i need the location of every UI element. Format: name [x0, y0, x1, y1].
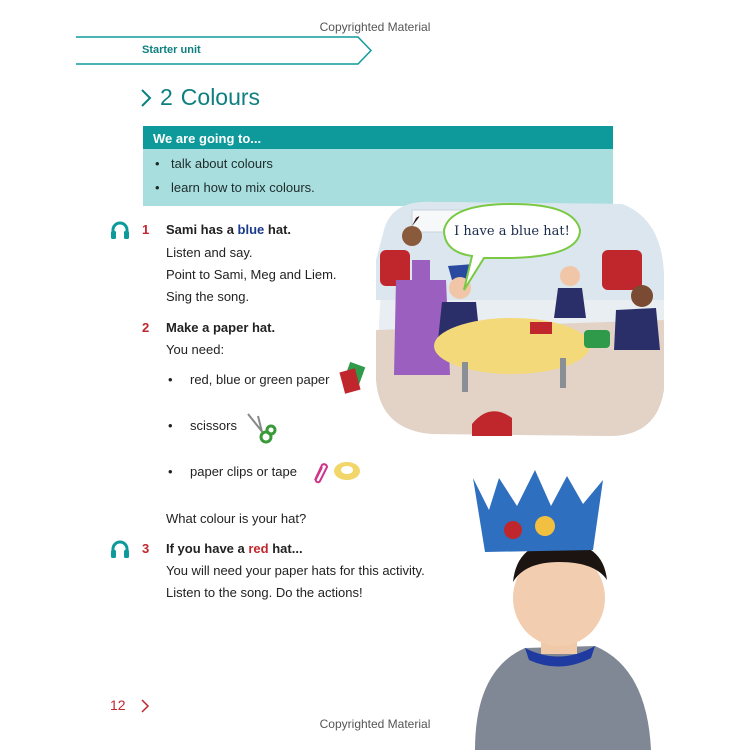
boy-photo [455, 470, 665, 750]
classroom-illustration [372, 190, 668, 440]
goal-item: • talk about colours [153, 152, 603, 176]
activity-3-number: 3 [142, 541, 150, 556]
activity-1-title [166, 222, 291, 237]
activity-3-title-post: hat... [268, 541, 303, 556]
activity-1-title-post: hat. [264, 222, 292, 237]
unit-tab-shape [76, 36, 372, 65]
activity-2-number: 2 [142, 320, 150, 335]
tape-icon [332, 458, 362, 484]
activity-3-title [166, 541, 303, 556]
activity-3-colour-word: red [248, 541, 269, 556]
bullet: • [168, 418, 173, 433]
headphones-icon[interactable] [109, 538, 131, 560]
copyright-bottom: Copyrighted Material [319, 717, 431, 731]
activity-1-line: Listen and say. [166, 245, 253, 260]
goals-heading: We are going to... [143, 126, 613, 149]
activity-1-title-pre: Sami has a [166, 222, 238, 237]
speech-bubble-text: I have a blue hat! [454, 224, 570, 239]
activity-3-title-pre: If you have a [166, 541, 249, 556]
unit-label: Starter unit [142, 44, 201, 56]
unit-tab [76, 36, 372, 65]
section-number: 2 [160, 84, 173, 110]
copyright-top: Copyrighted Material [319, 20, 431, 34]
need-item-scissors: scissors [190, 418, 237, 433]
activity-1-number: 1 [142, 222, 150, 237]
bullet: • [168, 372, 173, 387]
paper-clip-icon [310, 460, 328, 484]
bullet: • [168, 464, 173, 479]
need-item-clips-tape: paper clips or tape [190, 464, 297, 479]
scissors-icon [244, 412, 278, 444]
headphones-icon[interactable] [109, 219, 131, 241]
page-number: 12 [110, 697, 126, 713]
chevron-right-icon [140, 88, 152, 108]
activity-3-line: You will need your paper hats for this activity. [166, 563, 425, 578]
section-title-text: Colours [180, 84, 261, 110]
activity-1-colour-word: blue [237, 222, 265, 237]
goal-item: • learn how to mix colours. [153, 176, 603, 200]
activity-2-need-label: You need: [166, 342, 225, 357]
activity-1-line: Sing the song. [166, 289, 250, 304]
paper-icon [338, 362, 368, 396]
activity-3-line: Listen to the song. Do the actions! [166, 585, 363, 600]
need-item-paper: red, blue or green paper [190, 372, 330, 387]
activity-2-question: What colour is your hat? [166, 511, 307, 526]
chevron-right-icon[interactable] [140, 698, 150, 714]
activity-2-title: Make a paper hat. [166, 320, 276, 335]
section-title [140, 84, 260, 111]
activity-1-line: Point to Sami, Meg and Liem. [166, 267, 337, 282]
